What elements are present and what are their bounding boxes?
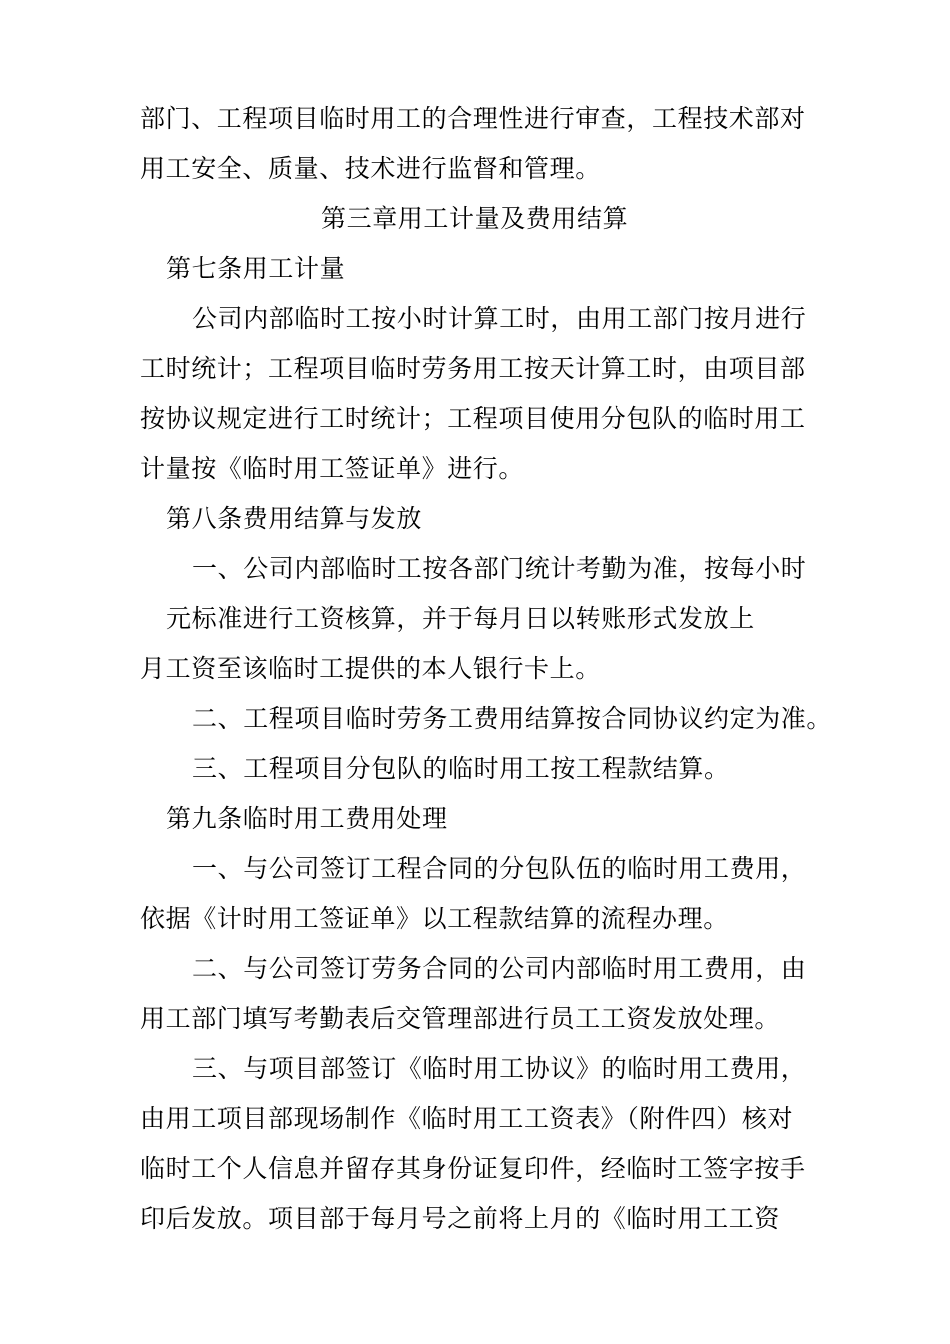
paragraph-line: 元标准进行工资核算，并于每月日以转账形式发放上 [166,604,755,633]
paragraph-line: 二、与公司签订劳务合同的公司内部临时用工费用，由 [192,954,807,983]
paragraph-line: 三、工程项目分包队的临时用工按工程款结算。 [192,754,730,783]
article-heading: 第八条费用结算与发放 [166,504,423,533]
paragraph-line: 二、工程项目临时劳务工费用结算按合同协议约定为准。 [192,704,833,733]
paragraph-line: 月工资至该临时工提供的本人银行卡上。 [140,654,601,683]
paragraph-line: 部门、工程项目临时用工的合理性进行审查，工程技术部对 [140,104,806,133]
paragraph-line: 三、与项目部签订《临时用工协议》的临时用工费用， [192,1054,807,1083]
paragraph-line: 工时统计；工程项目临时劳务用工按天计算工时，由项目部 [140,354,806,383]
chapter-heading: 第三章用工计量及费用结算 [321,204,629,233]
paragraph-line: 一、与公司签订工程合同的分包队伍的临时用工费用， [192,854,807,883]
paragraph-line: 按协议规定进行工时统计；工程项目使用分包队的临时用工 [140,404,806,433]
article-heading: 第九条临时用工费用处理 [166,804,448,833]
paragraph-line: 用工安全、质量、技术进行监督和管理。 [140,154,601,183]
article-heading: 第七条用工计量 [166,254,346,283]
paragraph-line: 临时工个人信息并留存其身份证复印件，经临时工签字按手 [140,1154,806,1183]
paragraph-line: 一、公司内部临时工按各部门统计考勤为准，按每小时 [192,554,807,583]
paragraph-line: 印后发放。项目部于每月号之前将上月的《临时用工工资 [140,1204,781,1233]
paragraph-line: 公司内部临时工按小时计算工时，由用工部门按月进行 [192,304,807,333]
paragraph-line: 计量按《临时用工签证单》进行。 [140,454,525,483]
paragraph-line: 由用工项目部现场制作《临时用工工资表》（附件四）核对 [140,1104,794,1133]
paragraph-line: 依据《计时用工签证单》以工程款结算的流程办理。 [140,904,729,933]
paragraph-line: 用工部门填写考勤表后交管理部进行员工工资发放处理。 [140,1004,781,1033]
